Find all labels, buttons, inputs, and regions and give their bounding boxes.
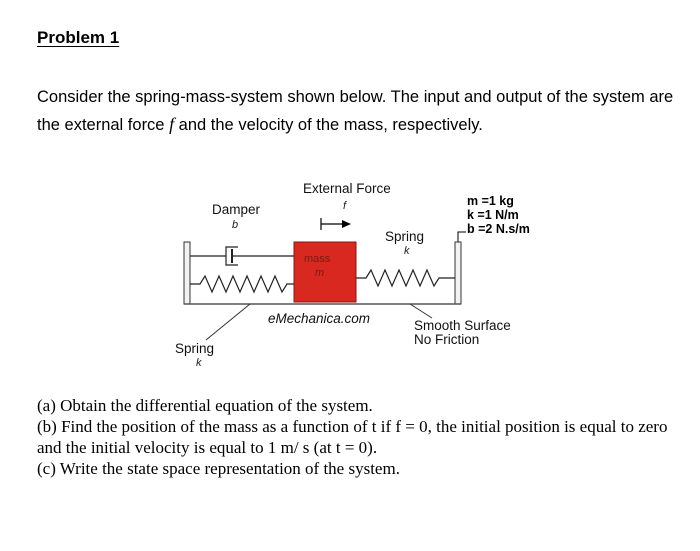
- spring-pointer-line: [206, 304, 250, 340]
- damper: [190, 247, 294, 265]
- param-damper: b =2 N.s/m: [467, 222, 530, 236]
- force-arrow: [321, 218, 351, 230]
- mass-block: [294, 242, 356, 302]
- question-list: [37, 395, 687, 479]
- intro-text-start: Consider the spring-mass-system shown below. The input and output of the system are the external force: [37, 88, 674, 134]
- parameter-list: [458, 194, 530, 244]
- left-spring: [190, 276, 294, 292]
- force-variable: f: [169, 114, 175, 134]
- question-b: (b) Find the position of the mass as a function of t if f = 0, the initial position is equal to zero and the initial velocity is equal to 1 m/ s (at t = 0).: [37, 417, 668, 457]
- spring-right-symbol: k: [404, 245, 410, 257]
- mass-symbol: m: [315, 267, 325, 279]
- question-c: (c) Write the state space representation of the system.: [37, 459, 400, 478]
- param-spring: k =1 N/m: [467, 208, 519, 222]
- left-wall: [184, 242, 190, 304]
- problem-title: Problem 1: [37, 28, 120, 47]
- question-a: (a) Obtain the differential equation of the system.: [37, 396, 373, 415]
- surface-pointer-line: [410, 304, 432, 318]
- surface-label: Smooth Surface: [414, 318, 511, 333]
- right-spring: [356, 270, 455, 286]
- param-mass: m =1 kg: [467, 194, 514, 208]
- intro-text-end: and the velocity of the mass, respectively.: [174, 116, 483, 134]
- force-symbol: f: [343, 200, 347, 212]
- damper-label: Damper: [212, 202, 261, 217]
- friction-label: No Friction: [414, 332, 480, 347]
- spring-left-label: Spring: [175, 341, 215, 356]
- mass-label: mass: [304, 253, 331, 265]
- damper-symbol: b: [232, 219, 239, 231]
- right-wall: [455, 242, 461, 304]
- spring-left-symbol: k: [196, 357, 202, 369]
- watermark-text: eMechanica.com: [268, 311, 371, 326]
- external-force-label: External Force: [303, 181, 391, 196]
- spring-right-label: Spring: [385, 229, 425, 244]
